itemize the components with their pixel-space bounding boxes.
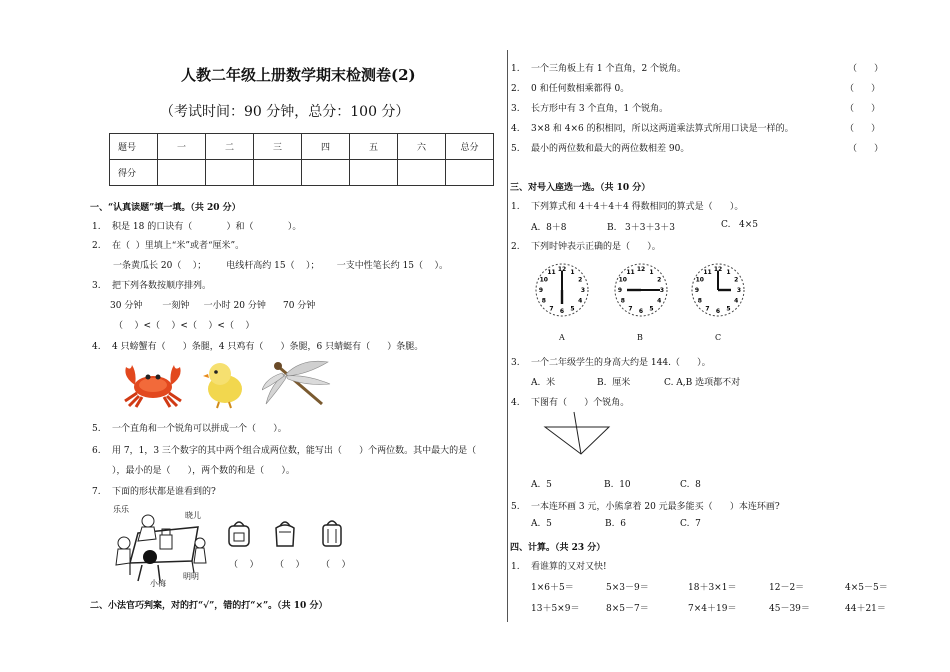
crab-icon xyxy=(117,361,189,409)
clock-numeral: 12 xyxy=(713,266,723,274)
clock-label-b: B xyxy=(637,333,643,342)
column-divider xyxy=(507,50,508,622)
clock-numeral: 1 xyxy=(649,269,654,276)
clock-numeral: 2 xyxy=(734,276,739,284)
judge-blank: （ ） xyxy=(848,144,884,154)
answer-blank: （ ） xyxy=(229,560,259,570)
clock-numeral: 4 xyxy=(734,297,739,305)
score-row-label: 得分 xyxy=(110,160,158,186)
calc-item: 1×6＋5＝ xyxy=(531,583,574,593)
choice-question-4: 4. 下图有（ ）个锐角。 xyxy=(511,398,630,408)
table-scene-illustration xyxy=(108,503,218,583)
score-cell[interactable] xyxy=(158,160,206,186)
score-header-cell: 二 xyxy=(206,134,254,160)
score-cell[interactable] xyxy=(302,160,350,186)
question-1-3: 3. 把下列各数按顺序排列。 xyxy=(92,281,212,291)
score-table-score-row xyxy=(110,160,494,186)
score-cell[interactable] xyxy=(206,160,254,186)
choice-question-2: 2. 下列时钟表示正确的是（ ）。 xyxy=(511,242,661,252)
dragonfly-icon xyxy=(262,356,332,408)
section-1-heading: 一、“认真读题”填一填。（共 20 分） xyxy=(90,203,241,213)
judge-blank: （ ） xyxy=(845,84,881,94)
choice-option: B. 6 xyxy=(605,519,626,529)
calc-question-1: 1. 看谁算的又对又快! xyxy=(511,562,607,572)
score-header-cell: 四 xyxy=(302,134,350,160)
clock-numeral: 9 xyxy=(617,287,623,295)
score-header-cell: 五 xyxy=(350,134,398,160)
score-header-cell: 一 xyxy=(158,134,206,160)
question-1-2: 2. 在（ ）里填上“米”或者“厘米”。 xyxy=(92,241,245,251)
clock-numeral: 5 xyxy=(726,305,731,313)
page-title: 人教二年级上册数学期末检测卷(2) xyxy=(181,66,416,84)
score-cell[interactable] xyxy=(446,160,494,186)
answer-blank: （ ） xyxy=(321,560,351,570)
clock-numeral: 11 xyxy=(626,269,635,276)
clock-numeral: 2 xyxy=(578,276,583,284)
score-cell[interactable] xyxy=(350,160,398,186)
section-3-heading: 三、对号入座选一选。（共 10 分） xyxy=(510,183,651,193)
choice-option: A. 5 xyxy=(531,519,552,529)
clock-numeral: 11 xyxy=(547,269,556,276)
score-cell[interactable] xyxy=(254,160,302,186)
clock-numeral: 12 xyxy=(557,266,567,274)
clock-numeral: 8 xyxy=(541,297,546,305)
score-header-cell: 六 xyxy=(398,134,446,160)
question-1-1: 1. 积是 18 的口诀有（ ）和（ ）。 xyxy=(92,222,302,232)
choice-option: B. 厘米 xyxy=(597,378,631,388)
clock-numeral: 3 xyxy=(736,287,742,295)
judge-blank: （ ） xyxy=(848,64,884,74)
calc-item: 13＋5×9＝ xyxy=(531,604,580,614)
judge-blank: （ ） xyxy=(845,104,881,114)
choice-option: C. A,B 选项都不对 xyxy=(664,378,741,388)
name-label-lele: 乐乐 xyxy=(113,505,129,514)
choice-option: C. 8 xyxy=(680,480,701,490)
choice-option: B. 10 xyxy=(604,480,631,490)
choice-option: C. 4×5 xyxy=(721,220,759,230)
clock-numeral: 9 xyxy=(538,287,544,295)
choice-question-1: 1. 下列算式和 4＋4＋4＋4 得数相同的算式是（ ）。 xyxy=(511,202,744,212)
clock-numeral: 6 xyxy=(559,308,565,316)
choice-option: A. 米 xyxy=(531,378,556,388)
judge-item-2: 2. 0 和任何数相乘都得 0。 xyxy=(511,84,630,94)
choice-option: B. 3＋3＋3＋3 xyxy=(607,223,675,233)
score-header-cell: 三 xyxy=(254,134,302,160)
backpack-view-1-icon xyxy=(226,518,252,548)
backpack-view-3-icon xyxy=(319,517,345,548)
choice-question-3: 3. 一个二年级学生的身高大约是 144.（ ）。 xyxy=(511,358,711,368)
clock-c xyxy=(686,258,750,322)
question-1-5: 5. 一个直角和一个锐角可以拼成一个（ ）。 xyxy=(92,424,287,434)
answer-blank: （ ） xyxy=(275,560,305,570)
clock-numeral: 4 xyxy=(657,297,662,305)
backpack-view-2-icon xyxy=(272,518,298,548)
clock-label-a: A xyxy=(559,333,565,342)
choice-question-5: 5. 一本连环画 3 元，小熊拿着 20 元最多能买（ ）本连环画? xyxy=(511,502,780,512)
clock-numeral: 8 xyxy=(697,297,702,305)
judge-item-4: 4. 3×8 和 4×6 的积相同，所以这两道乘法算式所用口诀是一样的。 xyxy=(511,124,794,134)
question-1-6-line1: 6. 用 7，1，3 三个数字的其中两个组合成两位数，能写出（ ）个两位数。其中最大的是（ xyxy=(92,446,477,456)
name-label-xiaomei: 小梅 xyxy=(150,579,166,588)
clock-b xyxy=(609,258,673,322)
clock-numeral: 3 xyxy=(659,287,665,295)
clock-numeral: 7 xyxy=(628,305,633,313)
question-1-4: 4. 4 只螃蟹有（ ）条腿，4 只鸡有（ ）条腿，6 只蜻蜓有（ ）条腿。 xyxy=(92,342,424,352)
section-4-heading: 四、计算。（共 23 分） xyxy=(510,543,606,553)
calc-item: 44＋21＝ xyxy=(845,604,886,614)
choice-option: A. 5 xyxy=(531,480,552,490)
choice-option: A. 8＋8 xyxy=(531,223,567,233)
exam-info: （考试时间：90 分钟，总分：100 分） xyxy=(160,104,410,120)
calc-item: 5×3－9＝ xyxy=(606,583,649,593)
clock-numeral: 6 xyxy=(638,308,644,316)
judge-item-5: 5. 最小的两位数和最大的两位数相差 90。 xyxy=(511,144,690,154)
clock-numeral: 5 xyxy=(570,305,575,313)
angle-figure xyxy=(540,410,616,456)
question-1-2-items: 一条黄瓜长 20（ ）； 电线杆高约 15（ ）； 一支中性笔长约 15（ ）。 xyxy=(113,261,448,271)
calc-item: 7×4＋19＝ xyxy=(688,604,737,614)
calc-item: 45－39＝ xyxy=(769,604,810,614)
score-header-cell: 题号 xyxy=(110,134,158,160)
calc-item: 18＋3×1＝ xyxy=(688,583,737,593)
calc-item: 12－2＝ xyxy=(769,583,805,593)
score-table-header-row xyxy=(110,134,494,160)
question-1-6-line2: ），最小的是（ ），两个数的和是（ ）。 xyxy=(112,466,295,476)
judge-blank: （ ） xyxy=(845,124,881,134)
calc-item: 4×5－5＝ xyxy=(845,583,888,593)
clock-label-c: C xyxy=(715,333,722,342)
question-1-3-items: 30 分钟 一刻钟 一小时 20 分钟 70 分钟 xyxy=(110,301,316,311)
clock-numeral: 10 xyxy=(618,276,627,284)
clock-numeral: 2 xyxy=(657,276,662,284)
score-header-cell: 总分 xyxy=(446,134,494,160)
clock-numeral: 10 xyxy=(695,276,704,284)
judge-item-3: 3. 长方形中有 3 个直角，1 个锐角。 xyxy=(511,104,669,114)
question-1-3-blanks: （ ）<（ ）<（ ）<（ ） xyxy=(114,321,255,331)
clock-numeral: 11 xyxy=(703,269,712,276)
calc-item: 8×5－7＝ xyxy=(606,604,649,614)
clock-numeral: 8 xyxy=(620,297,625,305)
clock-numeral: 1 xyxy=(570,269,575,276)
clock-numeral: 6 xyxy=(715,308,721,316)
name-label-mingming: 明明 xyxy=(183,572,199,581)
clock-numeral: 7 xyxy=(549,305,554,313)
clock-a xyxy=(530,258,594,322)
clock-numeral: 4 xyxy=(578,297,583,305)
clock-numeral: 1 xyxy=(726,269,731,276)
chick-icon xyxy=(201,359,249,409)
score-cell[interactable] xyxy=(398,160,446,186)
name-label-xiaoer: 晓儿 xyxy=(185,511,201,520)
clock-numeral: 10 xyxy=(539,276,548,284)
judge-item-1: 1. 一个三角板上有 1 个直角，2 个锐角。 xyxy=(511,64,687,74)
clock-numeral: 9 xyxy=(694,287,700,295)
clock-numeral: 7 xyxy=(705,305,710,313)
clock-numeral: 5 xyxy=(649,305,654,313)
score-table xyxy=(109,133,494,186)
choice-option: C. 7 xyxy=(680,519,701,529)
question-1-7: 7. 下面的形状都是谁看到的? xyxy=(92,487,216,497)
section-2-heading: 二、小法官巧判案，对的打“√”，错的打“×”。（共 10 分） xyxy=(90,601,328,611)
clock-numeral: 12 xyxy=(636,266,646,274)
clock-numeral: 3 xyxy=(580,287,586,295)
